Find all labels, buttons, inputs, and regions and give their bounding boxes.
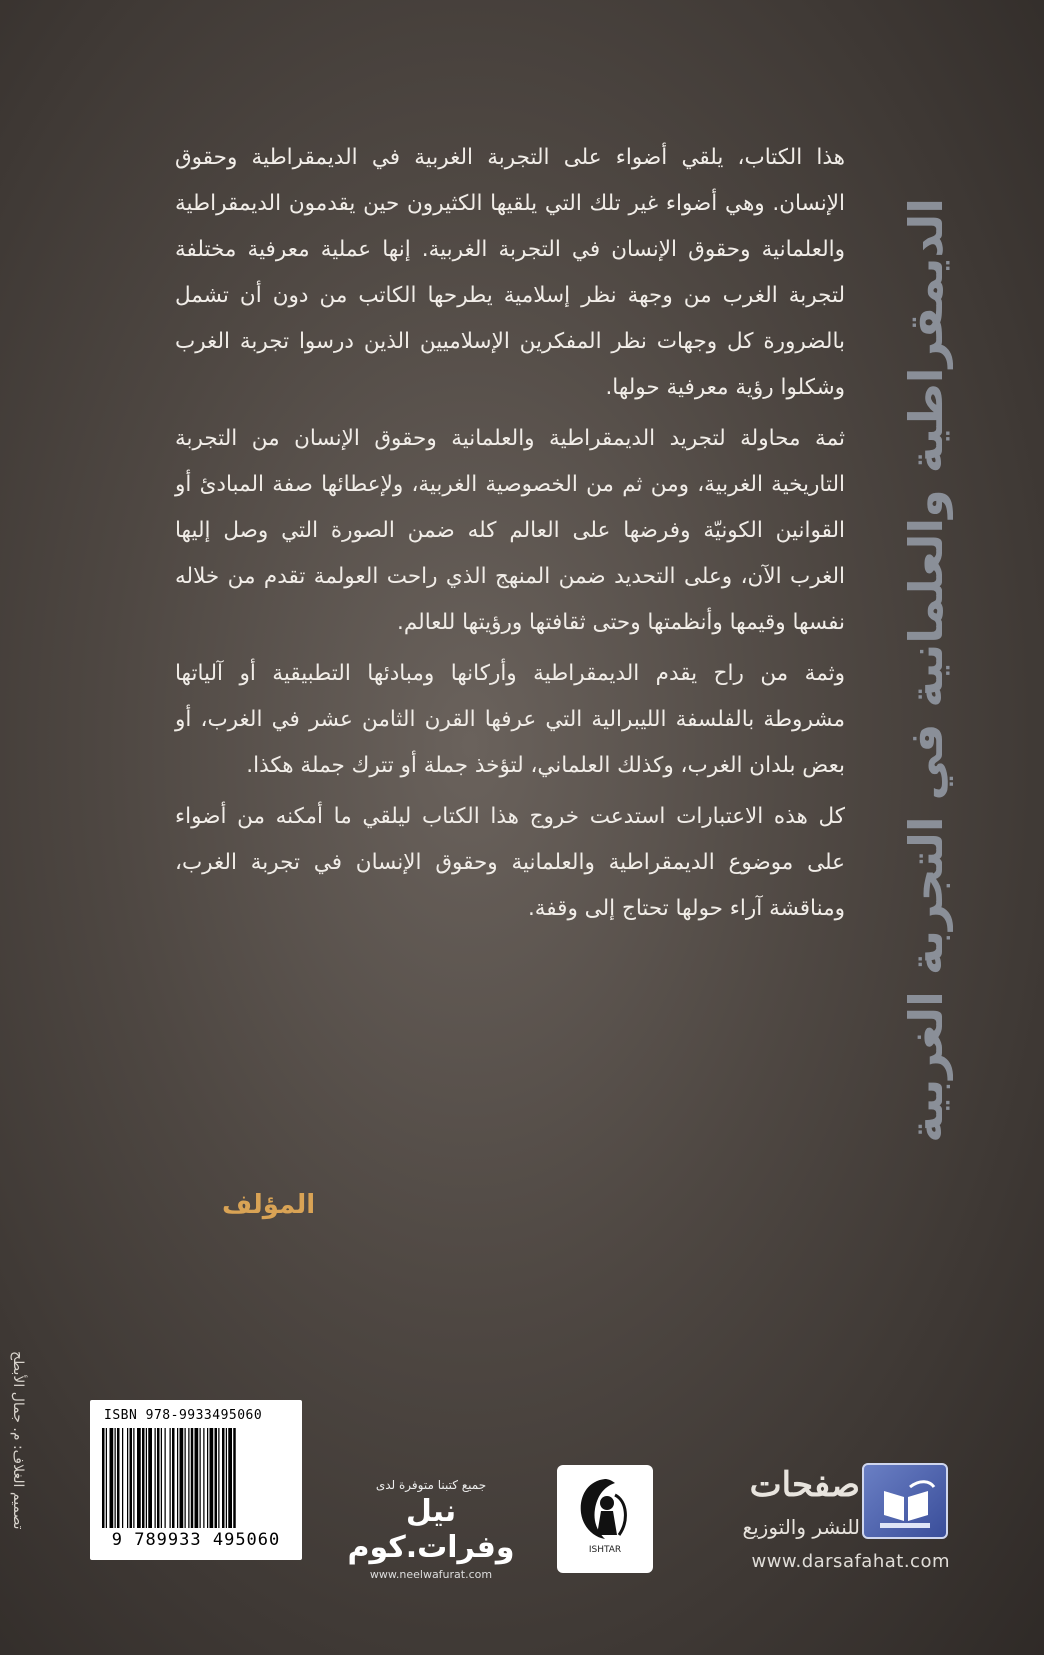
book-icon: [864, 1465, 946, 1537]
cover-design-credit: [0, 1285, 36, 1595]
publisher-logo: [862, 1463, 948, 1539]
barcode-bar: [106, 1428, 107, 1528]
ishtar-logo: [557, 1465, 653, 1573]
barcode-bar: [180, 1428, 184, 1528]
barcode-bar: [127, 1428, 128, 1528]
isbn-label: ISBN 978-9933495060: [104, 1408, 263, 1423]
barcode-bar: [148, 1428, 152, 1528]
barcode-bar: [102, 1428, 105, 1528]
barcode-bars: [100, 1428, 292, 1528]
barcode-bar: [215, 1428, 218, 1528]
vertical-title: [895, 110, 957, 1230]
blurb-paragraph-2: ثمة محاولة لتجريد الديمقراطية والعلمانية وحقوق الإنسان من التجربة التاريخية الغربية، ومن ثم من الخصوصية الغربية، ولإعطائها صفة المبادئ أو القوانين الكونيّة وفرضها على العالم كله ضمن الصورة التي وصل إليها الغرب الآن، وعلى التحديد ضمن المنهج الذي راحت العولمة تقدم من خلاله نفسها وقيمها وأنظمتها وحتى ثقافتها ورؤيتها للعالم.: [175, 426, 845, 635]
barcode-bar: [228, 1428, 232, 1528]
barcode-bar: [137, 1428, 141, 1528]
barcode-bar: [200, 1428, 201, 1528]
blurb-paragraph-1: هذا الكتاب، يلقي أضواء على التجربة الغربية في الديمقراطية وحقوق الإنسان. وهي أضواء غير تلك التي يلقيها الكثيرون حين يقدمون الديمقراطية والعلمانية وحقوق الإنسان في التجربة الغربية. إنها عملية معرفية مختلفة لتجربة الغرب من وجهة نظر إسلامية يطرحها الكاتب من دون أن تشمل بالضرورة كل وجهات نظر المفكرين الإسلاميين الذين درسوا تجربة الغرب وشكلوا رؤية معرفية حولها.: [175, 145, 845, 400]
vertical-title-text: الديمقراطية والعلمانية في التجربة الغربية: [899, 197, 953, 1143]
barcode-bar: [191, 1428, 194, 1528]
isbn-barcode: [90, 1400, 302, 1560]
blurb-text: [175, 135, 845, 937]
publisher-name: صفحات: [749, 1465, 860, 1505]
barcode-bar: [115, 1428, 116, 1528]
barcode-number: 9 789933 495060: [111, 1530, 281, 1550]
barcode-bar: [146, 1428, 147, 1528]
author-signature: المؤلف: [222, 1190, 316, 1220]
publisher-subtitle: للنشر والتوزيع: [742, 1515, 860, 1539]
ishtar-emblem-icon: [557, 1465, 653, 1573]
blurb-paragraph-3: وثمة من راح يقدم الديمقراطية وأركانها ومبادئها التطبيقية أو آلياتها مشروطة بالفلسفة الليبرالية التي عرفها القرن الثامن عشر في الغرب، أو بعض بلدان الغرب، وكذلك العلماني، لتؤخذ جملة أو تترك جملة هكذا.: [175, 661, 845, 778]
barcode-bar: [170, 1428, 171, 1528]
barcode-bar: [203, 1428, 204, 1528]
distributor-availability: جميع كتبنا متوفرة لدى: [375, 1478, 487, 1492]
barcode-bar: [122, 1428, 123, 1528]
barcode-bar: [133, 1428, 134, 1528]
barcode-bar: [233, 1428, 236, 1528]
barcode-bar: [218, 1428, 219, 1528]
barcode-bar: [161, 1428, 162, 1528]
barcode-bar: [155, 1428, 156, 1528]
barcode-bar: [210, 1428, 214, 1528]
barcode-bar: [165, 1428, 166, 1528]
barcode-bar: [195, 1428, 199, 1528]
barcode-bar: [185, 1428, 186, 1528]
blurb-paragraph-4: كل هذه الاعتبارات استدعت خروج هذا الكتاب ليلقي ما أمكنه من أضواء على موضوع الديمقراطية والعلمانية وحقوق الإنسان في تجربة الغرب، ومناقشة آراء حولها تحتاج إلى وقفة.: [175, 804, 845, 921]
barcode-bar: [172, 1428, 175, 1528]
barcode-bar: [222, 1428, 225, 1528]
barcode-bar: [207, 1428, 208, 1528]
barcode-bar: [188, 1428, 189, 1528]
barcode-bar: [177, 1428, 178, 1528]
distributor-url: www.neelwafurat.com: [369, 1568, 493, 1581]
ishtar-label: ISHTAR: [588, 1545, 622, 1555]
barcode-bar: [117, 1428, 120, 1528]
barcode-bar: [157, 1428, 160, 1528]
barcode-bar: [130, 1428, 133, 1528]
barcode-bar: [142, 1428, 145, 1528]
cover-design-credit-text: تصميم الغلاف: م. جمال الأبطح: [10, 1350, 26, 1530]
publisher-url: www.darsafahat.com: [751, 1551, 950, 1572]
barcode-bar: [226, 1428, 227, 1528]
distributor-brand: نيل وفرات.كوم: [347, 1494, 515, 1565]
barcode-bar: [110, 1428, 114, 1528]
distributor-block: [340, 1478, 522, 1581]
